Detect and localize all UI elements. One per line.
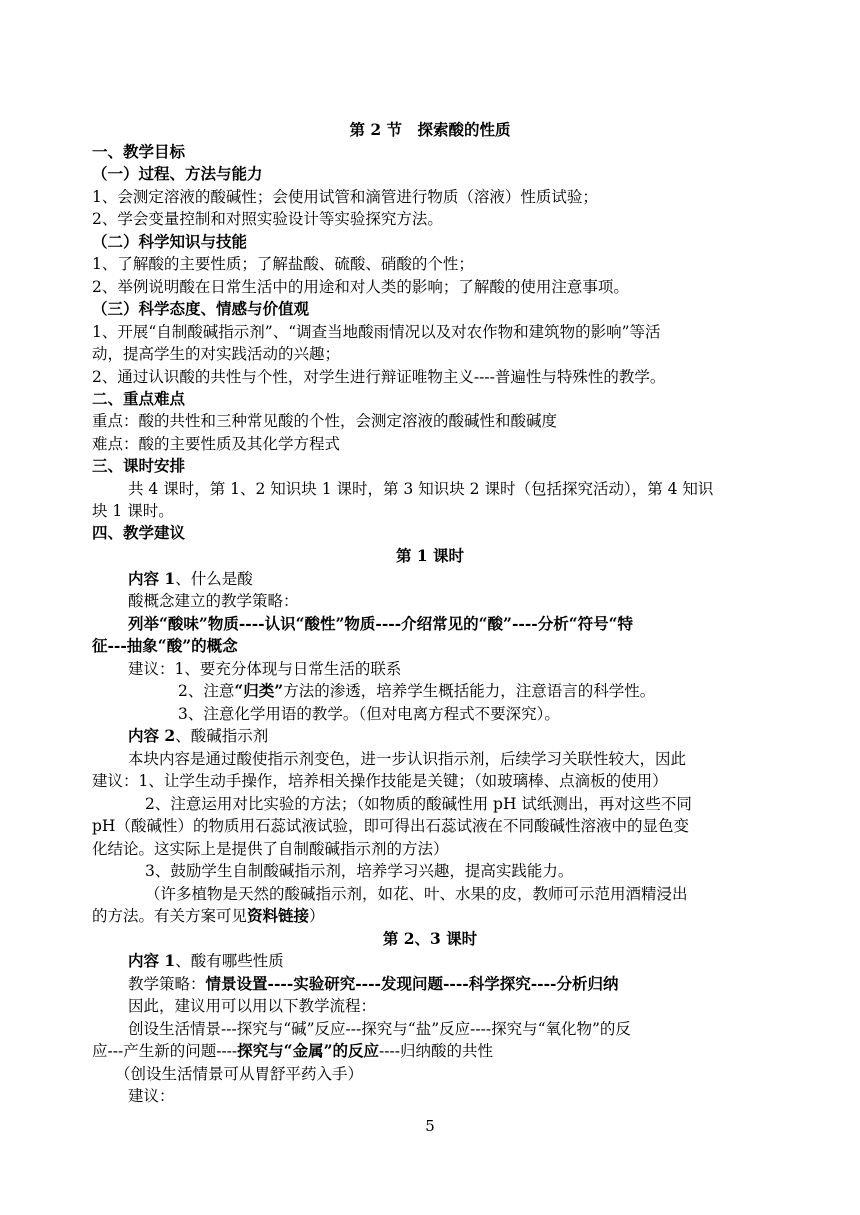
content-heading: 内容 1、酸有哪些性质	[128, 951, 284, 970]
heading-teaching-goals: 一、教学目标	[92, 142, 186, 161]
goal-item: 1、了解酸的主要性质；了解盐酸、硫酸、硝酸的个性；	[92, 255, 474, 273]
suggestion-item: 3、注意化学用语的教学。（但对电离方程式不要深究）。	[178, 705, 560, 723]
suggestion-item: 2、注意“归类”方法的渗透，培养学生概括能力，注意语言的科学性。	[178, 681, 656, 700]
strategy-line: 教学策略：情景设置----实验研究----发现问题----科学探究----分析归纳	[128, 974, 619, 993]
lesson-heading: 第 2、3 课时	[382, 929, 478, 948]
subheading-knowledge: （二）科学知识与技能	[92, 232, 248, 251]
paragraph: 因此，建议用可以用以下教学流程：	[128, 997, 377, 1015]
suggestion-item-cont: pH（酸碱性）的物质用石蕊试液试验，即可得出石蕊试液在不同酸碱性溶液中的显色变	[92, 817, 689, 835]
note: （创设生活情景可从胃舒平药入手）	[115, 1065, 364, 1083]
note-cont: 的方法。有关方案可见资料链接）	[92, 906, 325, 925]
paragraph-cont: 建议：1、让学生动手操作，培养相关操作技能是关键；（如玻璃棒、点滴板的使用）	[92, 772, 668, 790]
suggestion-item: 2、注意运用对比实验的方法；（如物质的酸碱性用 pH 试纸测出，再对这些不同	[145, 795, 692, 813]
schedule-text-cont: 块 1 课时。	[92, 502, 174, 520]
note: （许多植物是天然的酸碱指示剂，如花、叶、水果的皮，教师可示范用酒精浸出	[145, 885, 688, 903]
subheading-attitude: （三）科学态度、情感与价值观	[92, 299, 310, 318]
content-heading: 内容 1、什么是酸	[128, 569, 253, 588]
heading-key-points: 二、重点难点	[92, 389, 186, 408]
suggestion-item: 3、鼓励学生自制酸碱指示剂，培养学习兴趣，提高实践能力。	[145, 862, 574, 880]
lesson-heading: 第 1 课时	[395, 546, 465, 565]
strategy-flow-cont: 征---抽象“酸”的概念	[92, 636, 238, 655]
subheading-process: （一）过程、方法与能力	[92, 164, 263, 183]
suggestion-item-cont: 化结论。这实际上是提供了自制酸碱指示剂的方法）	[92, 840, 449, 858]
flow-text-cont: 应---产生新的问题----探究与“金属”的反应----归纳酸的共性	[92, 1041, 493, 1060]
page-number: 5	[425, 1117, 435, 1135]
goal-item: 2、学会变量控制和对照实验设计等实验探究方法。	[92, 210, 443, 228]
goal-item: 2、举例说明酸在日常生活中的用途和对人类的影响；了解酸的使用注意事项。	[92, 278, 629, 296]
suggestion-item: 建议：1、要充分体现与日常生活的联系	[128, 660, 402, 678]
heading-suggestions: 四、教学建议	[92, 523, 186, 542]
content-heading: 内容 2、酸碱指示剂	[128, 726, 269, 745]
difficult-point: 难点：酸的主要性质及其化学方程式	[92, 435, 341, 453]
goal-item: 1、会测定溶液的酸碱性；会使用试管和滴管进行物质（溶液）性质试验；	[92, 188, 598, 206]
key-point: 重点：酸的共性和三种常见酸的个性，会测定溶液的酸碱性和酸碱度	[92, 412, 558, 430]
schedule-text: 共 4 课时，第 1、2 知识块 1 课时，第 3 知识块 2 课时（包括探究活动），第 4 知识	[128, 480, 714, 498]
goal-item-cont: 动，提高学生的对实践活动的兴趣；	[92, 345, 341, 363]
suggestion-label: 建议：	[128, 1087, 175, 1105]
flow-text: 创设生活情景---探究与“碱”反应---探究与“盐”反应----探究与“氧化物”的反	[128, 1020, 631, 1038]
goal-item: 2、通过认识酸的共性与个性，对学生进行辩证唯物主义----普遍性与特殊性的教学。	[92, 368, 666, 386]
goal-item: 1、开展“自制酸碱指示剂”、“调查当地酸雨情况以及对农作物和建筑物的影响”等活	[92, 323, 661, 341]
strategy-label: 酸概念建立的教学策略：	[128, 592, 299, 610]
strategy-flow: 列举“酸味”物质----认识“酸性”物质----介绍常见的“酸”----分析“符号“特	[128, 614, 634, 633]
paragraph: 本块内容是通过酸使指示剂变色，进一步认识指示剂，后续学习关联性较大，因此	[128, 750, 687, 768]
resource-link: 资料链接	[247, 906, 310, 925]
heading-schedule: 三、课时安排	[92, 456, 186, 475]
section-title: 第 2 节 探索酸的性质	[349, 120, 511, 139]
